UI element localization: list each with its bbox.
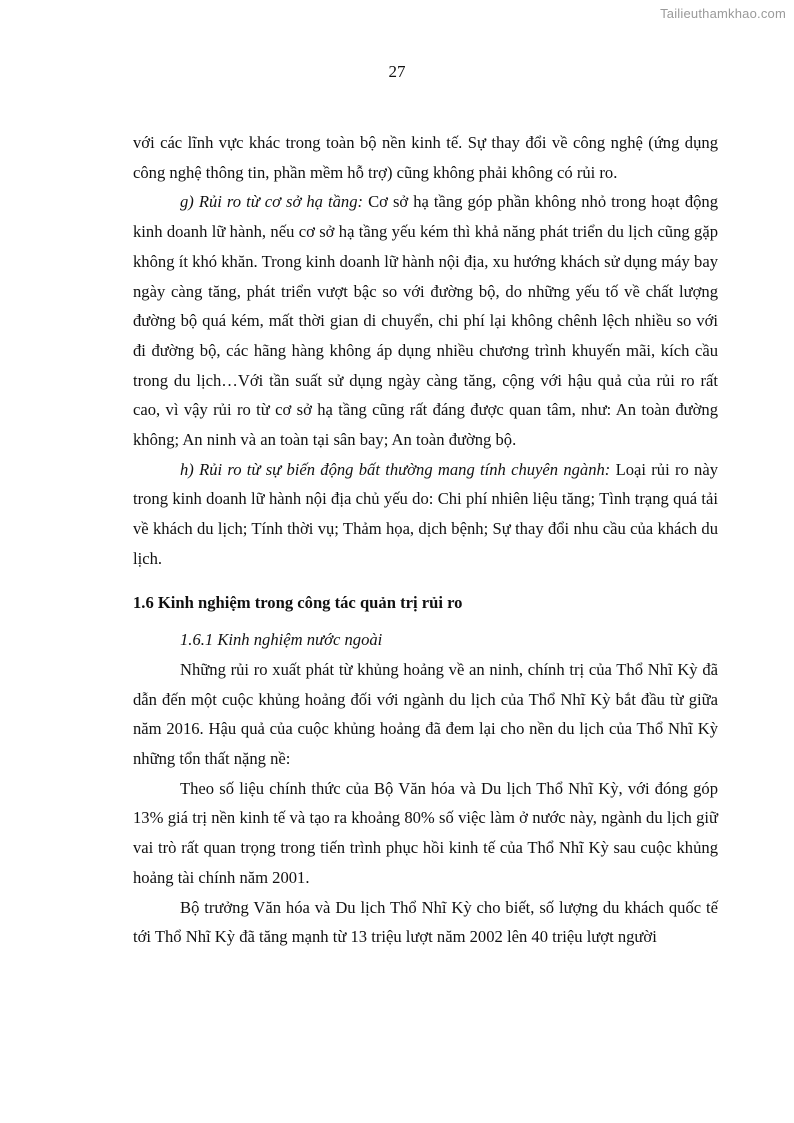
paragraph-turkey-statistics: Theo số liệu chính thức của Bộ Văn hóa và Du lịch Thổ Nhĩ Kỳ, với đóng góp 13% giá trị nền kinh tế và tạo ra khoảng 80% số việc làm ở nước này, ngành du lịch giữ vai trò rất quan trọng trong tiến trình phục hồi kinh tế của Thổ Nhĩ Kỳ sau cuộc khủng hoảng tài chính năm 2001. <box>133 778 718 887</box>
paragraph-body-industry: Loại rủi ro này trong kinh doanh lữ hành nội địa chủ yếu do: Chi phí nhiên liệu tăng; Tình trạng quá tải về khách du lịch; Tính thời vụ; Thảm họa, dịch bệnh; Sự thay đổi nhu cầu của khách du lịch. <box>133 459 719 568</box>
page-number: 27 <box>388 62 406 81</box>
paragraph-lead-industry: h) Rủi ro từ sự biến động bất thường mang tính chuyên ngành: <box>180 459 611 479</box>
document-body <box>133 128 718 952</box>
paragraph-infrastructure-risk <box>133 187 718 454</box>
section-heading: 1.6 Kinh nghiệm trong công tác quản trị rủi ro <box>133 592 463 612</box>
watermark-text: Tailieuthamkhao.com <box>660 6 786 21</box>
paragraph-body-infrastructure: Cơ sở hạ tầng góp phần không nhỏ trong hoạt động kinh doanh lữ hành, nếu cơ sở hạ tầng yếu kém thì khả năng phát triển du lịch cũng gặp không ít khó khăn. Trong kinh doanh lữ hành nội địa, xu hướng khách sử dụng máy bay ngày càng tăng, phát triển vượt bậc so với đường bộ, do những yếu tố về chất lượng đường bộ quá kém, mất thời gian di chuyển, chi phí lại không chênh lệch nhiều so với đi đường bộ, các hãng hàng không áp dụng nhiều chương trình khuyến mãi, kích cầu trong du lịch…Với tần suất sử dụng ngày càng tăng, cộng với hậu quả của rủi ro rất cao, vì vậy rủi ro từ cơ sở hạ tầng cũng rất đáng được quan tâm, như: An toàn đường không; An ninh và an toàn tại sân bay; An toàn đường bộ. <box>133 192 719 450</box>
paragraph-turkey-minister: Bộ trưởng Văn hóa và Du lịch Thổ Nhĩ Kỳ cho biết, số lượng du khách quốc tế tới Thổ Nhĩ Kỳ đã tăng mạnh từ 13 triệu lượt năm 2002 lên 40 triệu lượt người <box>133 897 718 947</box>
paragraph-turkey-crisis: Những rủi ro xuất phát từ khủng hoảng về an ninh, chính trị của Thổ Nhĩ Kỳ đã dẫn đến một cuộc khủng hoảng đối với ngành du lịch của Thổ Nhĩ Kỳ bắt đầu từ giữa năm 2016. Hậu quả của cuộc khủng hoảng đã đem lại cho nền du lịch của Thổ Nhĩ Kỳ những tổn thất nặng nề: <box>133 659 718 769</box>
paragraph-lead-infrastructure: g) Rủi ro từ cơ sở hạ tầng: <box>180 192 364 212</box>
subsection-heading: 1.6.1 Kinh nghiệm nước ngoài <box>180 630 383 650</box>
paragraph-industry-risk <box>133 455 718 574</box>
paragraph-continuation: với các lĩnh vực khác trong toàn bộ nền kinh tế. Sự thay đổi về công nghệ (ứng dụng công nghệ thông tin, phần mềm hỗ trợ) cũng không phải không có rủi ro. <box>133 133 718 182</box>
